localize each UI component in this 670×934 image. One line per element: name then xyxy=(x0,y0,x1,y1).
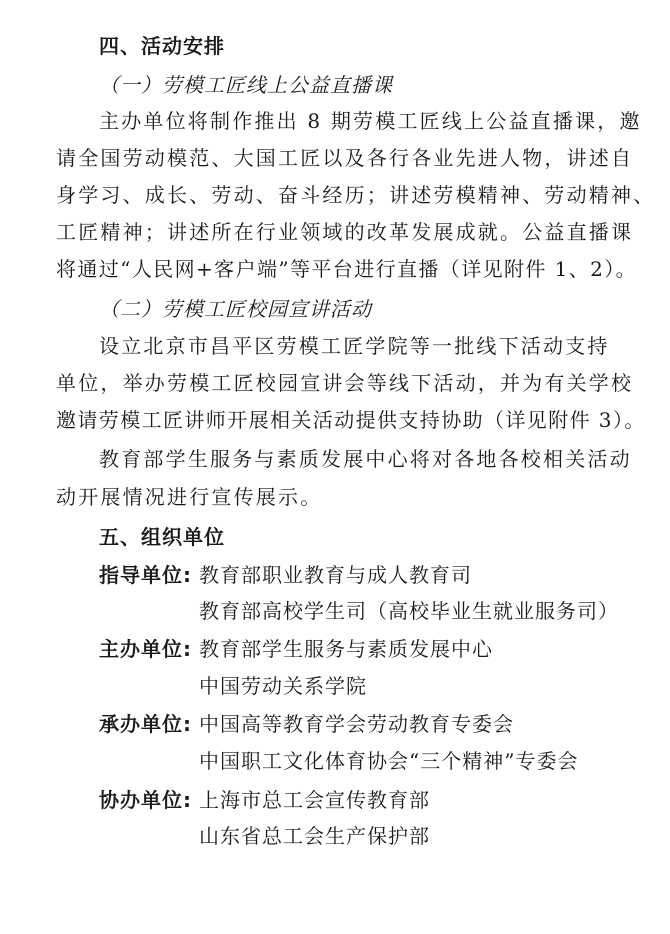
subsection-2-heading: （二）劳模工匠校园宣讲活动 xyxy=(99,297,372,321)
host-unit-name-1: 教育部学生服务与素质发展中心 xyxy=(199,637,493,661)
paragraph-1-line-1: 主办单位将制作推出 8 期劳模工匠线上公益直播课，邀 xyxy=(99,109,642,133)
subsection-1-heading: （一）劳模工匠线上公益直播课 xyxy=(99,73,393,97)
organizer-unit-name-1: 中国高等教育学会劳动教育专委会 xyxy=(199,712,514,736)
host-unit-name-2: 中国劳动关系学院 xyxy=(199,674,367,698)
paragraph-1-line-3: 身学习、成长、劳动、奋斗经历；讲述劳模精神、劳动精神、 xyxy=(56,183,656,207)
organizer-unit-label: 承办单位: xyxy=(99,712,192,736)
paragraph-3-line-2: 动开展情况进行宣传展示。 xyxy=(56,485,323,509)
paragraph-3-line-1: 教育部学生服务与素质发展中心将对各地各校相关活动 xyxy=(99,447,632,471)
coorganizer-unit-name-1: 上海市总工会宣传教育部 xyxy=(199,788,430,812)
paragraph-2-line-3: 邀请劳模工匠讲师开展相关活动提供支持协助（详见附件 3）。 xyxy=(56,408,646,432)
guide-unit-name-2: 教育部高校学生司（高校毕业生就业服务司） xyxy=(199,599,619,623)
paragraph-1-line-2: 请全国劳动模范、大国工匠以及各行各业先进人物，讲述自 xyxy=(56,146,634,170)
paragraph-1-line-4: 工匠精神；讲述所在行业领域的改革发展成就。公益直播课 xyxy=(56,220,634,244)
paragraph-2-line-2: 单位，举办劳模工匠校园宣讲会等线下活动，并为有关学校 xyxy=(56,371,634,395)
section-4-heading: 四、活动安排 xyxy=(99,34,225,58)
coorganizer-unit-label: 协办单位: xyxy=(99,788,192,812)
guide-unit-label: 指导单位: xyxy=(99,563,192,587)
coorganizer-unit-name-2: 山东省总工会生产保护部 xyxy=(199,824,430,848)
host-unit-label: 主办单位: xyxy=(99,637,192,661)
paragraph-1-line-5: 将通过“人民网+客户端”等平台进行直播（详见附件 1、2）。 xyxy=(56,257,638,281)
organizer-unit-name-2: 中国职工文化体育协会“三个精神”专委会 xyxy=(199,749,579,773)
guide-unit-name-1: 教育部职业教育与成人教育司 xyxy=(199,563,472,587)
paragraph-2-line-1: 设立北京市昌平区劳模工匠学院等一批线下活动支持 xyxy=(99,334,610,358)
section-5-heading: 五、组织单位 xyxy=(99,525,225,549)
